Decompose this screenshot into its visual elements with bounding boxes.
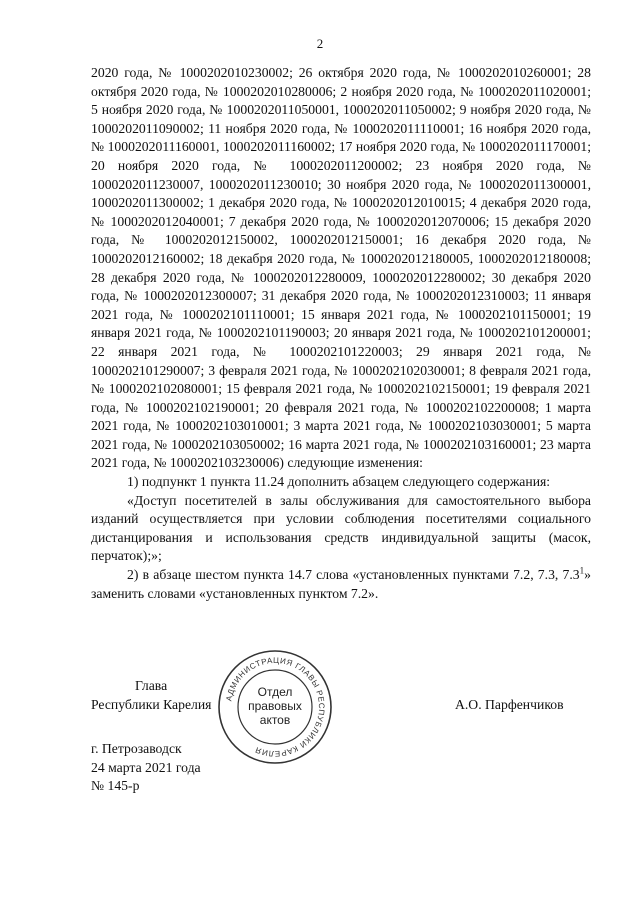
item-1-quote: «Доступ посетителей в залы обслуживания для самостоятельного выбора изданий осуществляется при условии соблюдения посетителями социального дистанцирования и использования средств индивидуальной защиты (масок, перчаток);»; (91, 492, 591, 564)
stamp-ring-text: АДМИНИСТРАЦИЯ ГЛАВЫ РЕСПУБЛИКИ КАРЕЛИЯ (224, 655, 327, 759)
signatory-title-line2: Республики Карелия (91, 697, 212, 712)
place-date-block (91, 740, 201, 796)
signatory-title-line1: Глава (135, 678, 168, 693)
page-number: 2 (316, 36, 324, 51)
stamp-line2: правовых (248, 699, 302, 713)
document-number: № 145-р (91, 778, 140, 794)
city: г. Петрозаводск (91, 741, 182, 756)
signatory-name: А.О. Парфенчиков (455, 697, 564, 712)
document-body (91, 64, 591, 603)
item-2-text-part1: 2) в абзаце шестом пункта 14.7 слова «установленных пунктами 7.2, 7.3, 7.3 (127, 567, 580, 583)
document-date: 24 марта 2021 года (91, 759, 201, 775)
dates-list-paragraph: 2020 года, № 1000202010230002; 26 октября 2020 года, № 1000202010260001; 28 октября 2020 года, № 1000202010280006; 2 ноября 2020 года, № 1000202011020001; 5 ноября 2020 года, № 1000202011050001, 1000202011050002; 9 ноября 2020 года, № 1000202011090002; 11 ноября 2020 года, № 1000202011110001; 16 ноября 2020 года, № 1000202011160001, 1000202011160002; 17 ноября 2020 года, № 1000202011170001; 20 ноября 2020 года, № 1000202011200002; 23 ноября 2020 года, № 1000202011230007, 1000202011230010; 30 ноября 2020 года, № 1000202011300001, 1000202011300002; 1 декабря 2020 года, № 1000202012010015; 4 декабря 2020 года, № 1000202012040001; 7 декабря 2020 года, № 1000202012070006; 15 декабря 2020 года, № 1000202012150002, 1000202012150001; 16 декабря 2020 года, № 1000202012160002; 18 декабря 2020 года, № 1000202012180005, 1000202012180008; 28 декабря 2020 года, № 1000202012280009, 1000202012280002; 30 декабря 2020 года, № 1000202012300007; 31 декабря 2020 года, № 1000202012310003; 11 января 2021 года, № 1000202101110001; 15 января 2021 года, № 1000202101150001; 19 января 2021 года, № 1000202101190003; 20 января 2021 года, № 1000202101200001; 22 января 2021 года, № 1000202101220003; 29 января 2021 года, № 1000202101290007; 3 февраля 2021 года, № 1000202102030001; 8 февраля 2021 года, № 1000202102080001; 15 февраля 2021 года, № 1000202102150001; 19 февраля 2021 года, № 1000202102190001; 20 февраля 2021 года, № 1000202102200008; 1 марта 2021 года, № 1000202103010001; 3 марта 2021 года, № 1000202103030001; 5 марта 2021 года, № 1000202103050002; 16 марта 2021 года, № 1000202103160001; 23 марта 2021 года, № 1000202103230006) следующие изменения: (91, 65, 591, 471)
item-2-superscript: 1 (579, 565, 585, 576)
item-2-text-part2: » заменить словами «установленных пунктом 7.2». (91, 567, 591, 601)
item-2-paragraph (91, 566, 591, 603)
official-stamp (216, 648, 334, 766)
stamp-line1: Отдел (257, 685, 293, 699)
stamp-line3: актов (259, 713, 291, 727)
item-1-intro: 1) подпункт 1 пункта 11.24 дополнить абзацем следующего содержания: (127, 474, 551, 490)
